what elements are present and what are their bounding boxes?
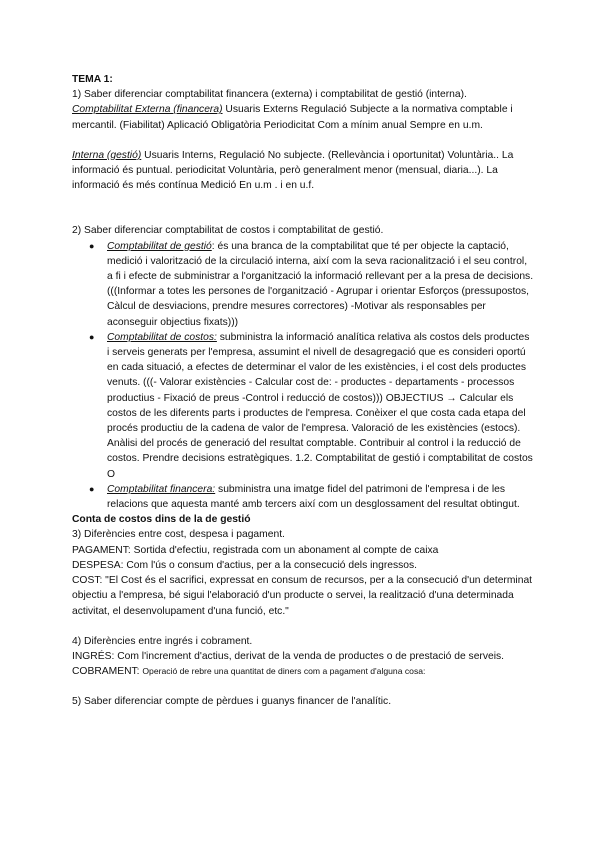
q1-interna-paragraph — [72, 148, 534, 194]
cobrament-line — [72, 664, 534, 679]
item-label: Comptabilitat de costos: — [107, 331, 217, 343]
q2-title: 2) Saber diferenciar comptabilitat de costos i comptabilitat de gestió. — [72, 225, 384, 237]
bullet-icon: ● — [89, 240, 95, 251]
externa-text: Usuaris Externs Regulació Subjecte a la normativa comptable i mercantil. (Fiabilitat) Aplicació Obligatòria Periodicitat Com a mínim anual Sempre en u.m. — [72, 104, 513, 131]
conta-heading: Conta de costos dins de la de gestió — [72, 514, 251, 526]
q2-bullet-list — [72, 239, 534, 513]
q5-title: 5) Saber diferenciar compte de pèrdues i guanys financer de l'analític. — [72, 696, 392, 708]
list-item — [72, 482, 534, 512]
document-page — [72, 72, 534, 710]
item-text: : és una branca de la comptabilitat que té per objecte la captació, medició i valorització de la circulació interna, així com la seva racionalització i el seu control, a fi i efecte de subministrar a l'organització la informació rellevant per a la presa de decisions. (((Informar a totes les persones de l'organització - Agrupar i orientar Esforços (pressupostos, Càlcul de desviacions, prendre mesures correctores) -Motivar als responsables per aconseguir objectius fixats))) — [107, 240, 534, 328]
pagament-line: PAGAMENT: Sortida d'efectiu, registrada com un abonament al compte de caixa — [72, 544, 439, 556]
list-item — [72, 239, 534, 330]
item-text: subministra una imatge fidel del patrimoni de l'empresa i de les relacions que aquesta manté amb tercers així com un desglossament del resultat obtingut. — [107, 483, 520, 511]
q4-title: 4) Diferències entre ingrés i cobrament. — [72, 635, 253, 647]
interna-text: Usuaris Interns, Regulació No subjecte. (Rellevància i oportunitat) Voluntària.. La informació és puntual. periodicitat Voluntària, però generalment menor (mensual, diaria...). La informació és més contínua Medició En u.m . i en u.f. — [72, 149, 514, 192]
q1-externa-paragraph — [72, 102, 534, 132]
tema-heading: TEMA 1: — [72, 74, 113, 85]
item-label: Comptabilitat de gestió — [107, 240, 212, 252]
item-text: subministra la informació analítica relativa als costos dels productes i serveis generats per l'empresa, assumint el nivell de desagregació que es consideri oportú en cada situació, a efectes de determinar el valor de les existències, i el cost dels productes venuts. (((- Valorar existències - Calcular cost de: - productes - departaments - processos productius - Fixació de preus -Control i reducció de costos))) OBJECTIUS → Calcular els costos de les diferents parts i productes de l'empresa. Conèixer el que costa cada etapa del procés productiu de la cadena de valor de l'empresa. Valoració de les existències (estocs). Anàlisi del procés de generació del resultat comptable. Contribuir al control i la reducció de costos. Prendre decisions estratègiques. 1.2. Comptabilitat de gestió i comptabilitat de costos O — [107, 331, 533, 480]
bullet-icon: ● — [89, 331, 95, 342]
despesa-line: DESPESA: Com l'ús o consum d'actius, per a la consecució dels ingressos. — [72, 559, 418, 571]
cobrament-label: COBRAMENT: — [72, 666, 143, 678]
externa-label: Comptabilitat Externa (financera) — [72, 104, 223, 116]
q3-title: 3) Diferències entre cost, despesa i pagament. — [72, 529, 285, 541]
interna-label: Interna (gestió) — [72, 149, 142, 161]
item-label: Comptabilitat financera: — [107, 483, 216, 495]
cost-paragraph: COST: "El Cost és el sacrifici, expressat en consum de recursos, per a la consecució d'un determinat objectiu a l'empresa, bé sigui l'elaboració d'un producte o servei, la realització d'una determinada activitat, el desenvolupament d'una funció, etc." — [72, 575, 533, 617]
bullet-icon: ● — [89, 483, 95, 494]
ingres-line: INGRÉS: Com l'increment d'actius, derivat de la venda de productes o de prestació de serveis. — [72, 650, 505, 662]
cobrament-text: Operació de rebre una quantitat de diners com a pagament d'alguna cosa: — [142, 666, 426, 677]
list-item — [72, 330, 534, 482]
q1-title: 1) Saber diferenciar comptabilitat financera (externa) i comptabilitat de gestió (interna). — [72, 89, 467, 101]
